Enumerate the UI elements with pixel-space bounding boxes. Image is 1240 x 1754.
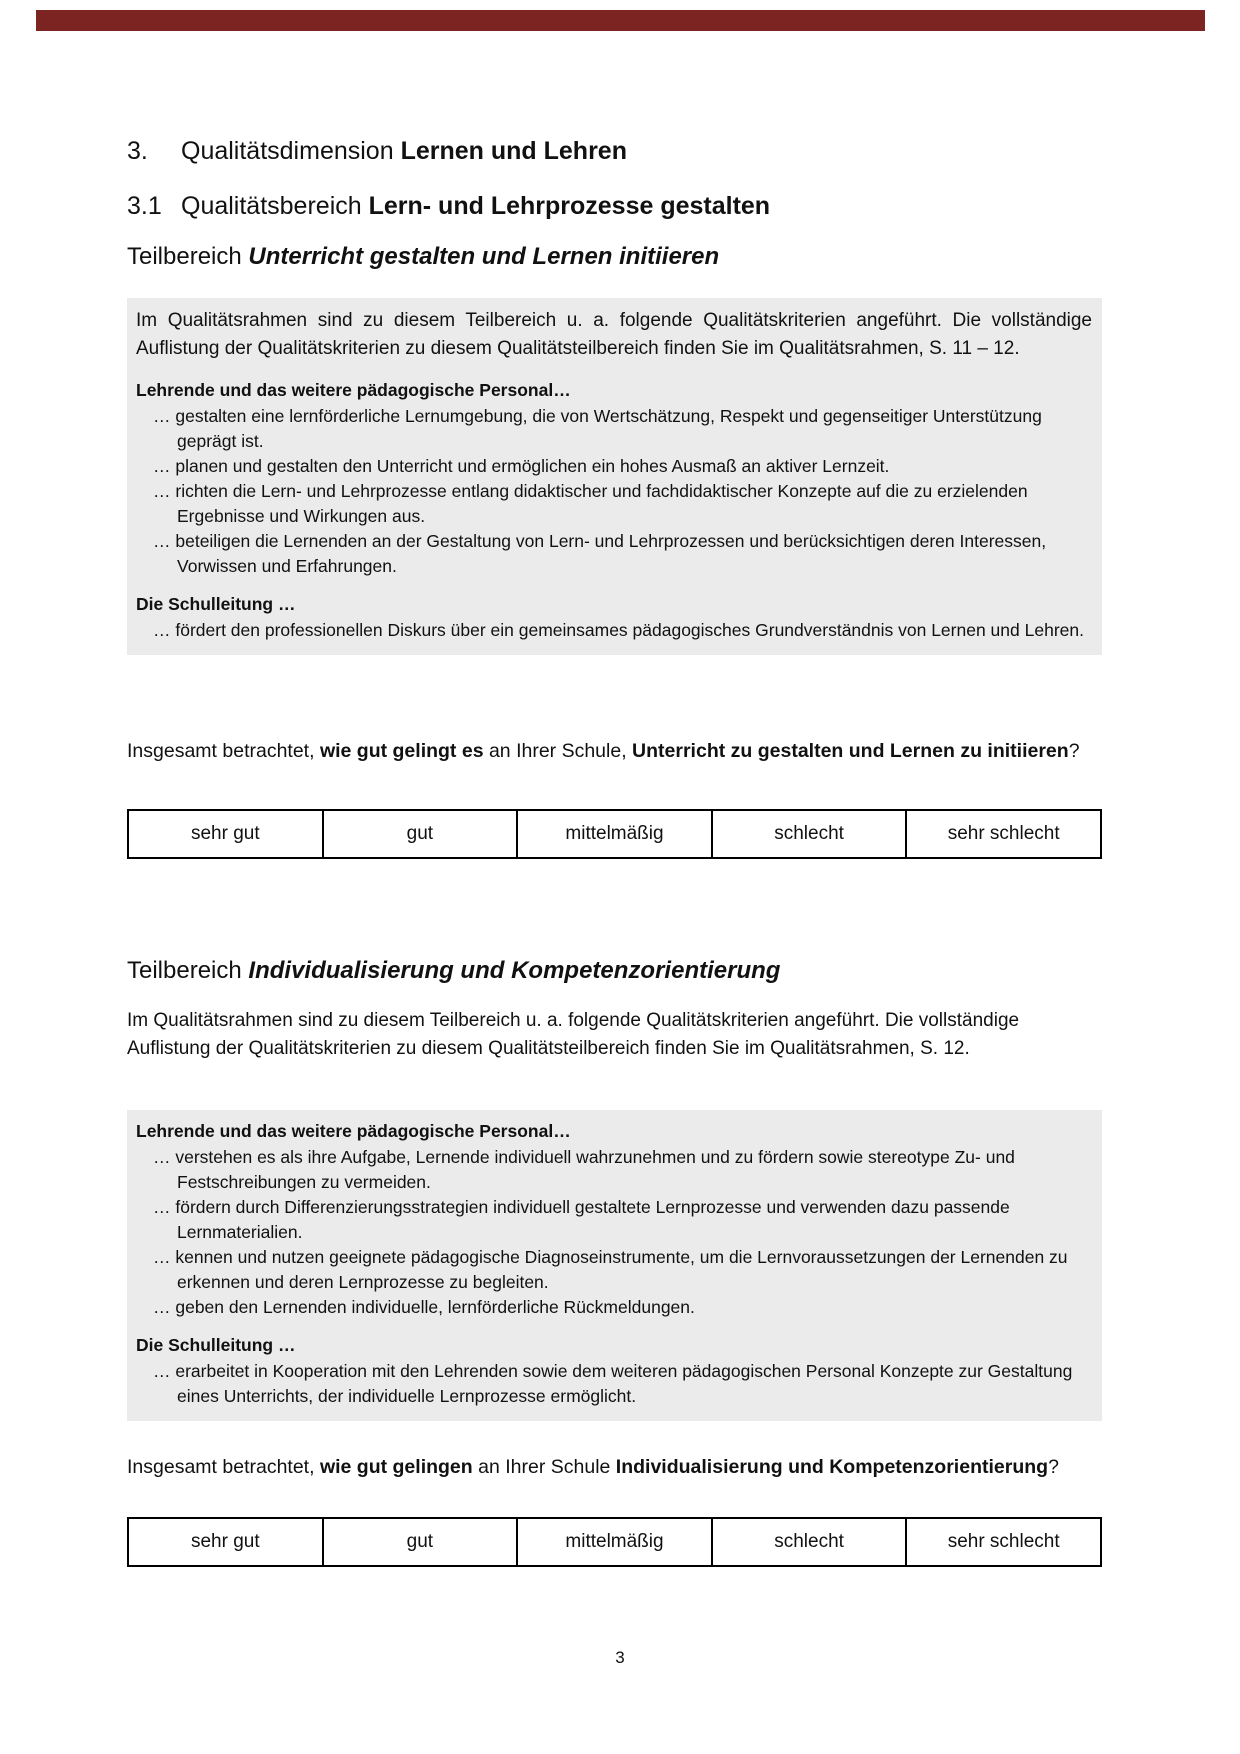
question-text: ? [1068,740,1080,762]
question-2 [127,1452,1102,1482]
question-text: ? [1048,1456,1059,1478]
group-heading: Lehrende und das weitere pädagogische Personal… [136,380,571,400]
teilbereich-label: Teilbereich [127,243,249,270]
group-heading: Die Schulleitung … [136,1335,296,1355]
criteria-item: … fördert den professionellen Diskurs über ein gemeinsames pädagogisches Grundverständnis von Lernen und Lehren. [153,620,1084,640]
question-text: Insgesamt betrachtet, [127,740,320,762]
criteria-item: … richten die Lern- und Lehrprozesse entlang didaktischer und fachdidaktischer Konzepte auf die zu erzielenden Ergebnisse und Wirkungen aus. [153,481,1028,526]
teilbereich-title: Individualisierung und Kompetenzorientierung [248,957,781,984]
rating-option-sehr-gut[interactable]: sehr gut [190,1531,260,1552]
rating-option-sehr-schlecht[interactable]: sehr schlecht [905,1519,1100,1565]
criteria-list [136,404,1092,579]
criteria-box-1 [127,298,1102,655]
criteria-list [136,1359,1092,1409]
criteria-item: … gestalten eine lernförderliche Lernumgebung, die von Wertschätzung, Respekt und gegenseitiger Unterstützung geprägt ist. [153,406,1042,451]
rating-option-gut[interactable]: gut [322,811,517,857]
heading-bold: Lernen und Lehren [400,137,627,165]
teilbereich-label: Teilbereich [127,957,249,984]
criteria-item: … planen und gestalten den Unterricht und ermöglichen ein hohes Ausmaß an aktiver Lernzeit. [153,456,890,476]
question-text: Insgesamt betrachtet, [127,1456,320,1478]
heading-prefix: Qualitätsdimension [181,137,401,165]
page-number: 3 [615,1648,625,1667]
criteria-box-2 [127,1110,1102,1421]
rating-scale-1 [127,809,1102,859]
question-bold: Unterricht zu gestalten und Lernen zu initiieren [632,740,1069,762]
heading-bold: Lern- und Lehrprozesse gestalten [368,192,771,220]
rating-option-mittelmaessig[interactable]: mittelmäßig [516,1519,711,1565]
question-bold: wie gut gelingen [319,1456,473,1478]
rating-scale-2 [127,1517,1102,1567]
criteria-item: … geben den Lernenden individuelle, lernförderliche Rückmeldungen. [153,1297,695,1317]
criteria-item: … kennen und nutzen geeignete pädagogische Diagnoseinstrumente, um die Lernvoraussetzungen der Lernenden zu erkennen und deren Lernprozesse zu begleiten. [153,1247,1068,1292]
question-text: an Ihrer Schule, [483,740,633,762]
teilbereich-heading-1 [127,242,1107,272]
heading-qualitaetsbereich [127,191,1107,221]
rating-option-mittelmaessig[interactable]: mittelmäßig [516,811,711,857]
criteria-list [136,618,1092,643]
rating-option-schlecht[interactable]: schlecht [711,811,906,857]
rating-option-sehr-gut[interactable]: sehr gut [190,823,260,844]
heading-qualitaetsdimension [127,136,1107,166]
heading-number: 3.1 [127,192,162,220]
criteria-intro-2: Im Qualitätsrahmen sind zu diesem Teilbereich u. a. folgende Qualitätskriterien angeführt. Die vollständige Auflistung der Qualitätskriterien zu diesem Qualitätsteilbereich finden Sie im Qualitätsrahmen, S. 12. [127,1010,1020,1059]
question-text: an Ihrer Schule [472,1456,616,1478]
criteria-item: … fördern durch Differenzierungsstrategien individuell gestaltete Lernprozesse und verwenden dazu passende Lernmaterialien. [153,1197,1010,1242]
question-1 [127,736,1102,766]
criteria-item: … erarbeitet in Kooperation mit den Lehrenden sowie dem weiteren pädagogischen Personal Konzepte zur Gestaltung eines Unterrichts, der individuelle Lernprozesse ermöglicht. [153,1361,1073,1406]
group-heading: Lehrende und das weitere pädagogische Personal… [136,1121,571,1141]
heading-number: 3. [127,137,148,165]
criteria-item: … beteiligen die Lernenden an der Gestaltung von Lern- und Lehrprozessen und berücksichtigen deren Interessen, Vorwissen und Erfahrungen. [153,531,1047,576]
rating-option-schlecht[interactable]: schlecht [711,1519,906,1565]
rating-option-sehr-schlecht[interactable]: sehr schlecht [905,811,1100,857]
rating-option-gut[interactable]: gut [322,1519,517,1565]
question-bold: wie gut gelingt es [319,740,484,762]
teilbereich-heading-2 [127,956,1107,986]
question-bold: Individualisierung und Kompetenzorientierung [615,1456,1049,1478]
criteria-list [136,1145,1092,1320]
criteria-item: … verstehen es als ihre Aufgabe, Lernende individuell wahrzunehmen und zu fördern sowie stereotype Zu- und Festschreibungen zu vermeiden. [153,1147,1015,1192]
group-heading: Die Schulleitung … [136,594,296,614]
teilbereich-title: Unterricht gestalten und Lernen initiieren [248,243,720,270]
criteria-intro-1: Im Qualitätsrahmen sind zu diesem Teilbereich u. a. folgende Qualitätskriterien angeführt. Die vollständige Auflistung der Qualitätskriterien zu diesem Qualitätsteilbereich finden Sie im Qualitätsrahmen, S. 11 – 12. [136,310,1092,359]
page-header-bar [36,10,1205,31]
heading-prefix: Qualitätsbereich [181,192,369,220]
